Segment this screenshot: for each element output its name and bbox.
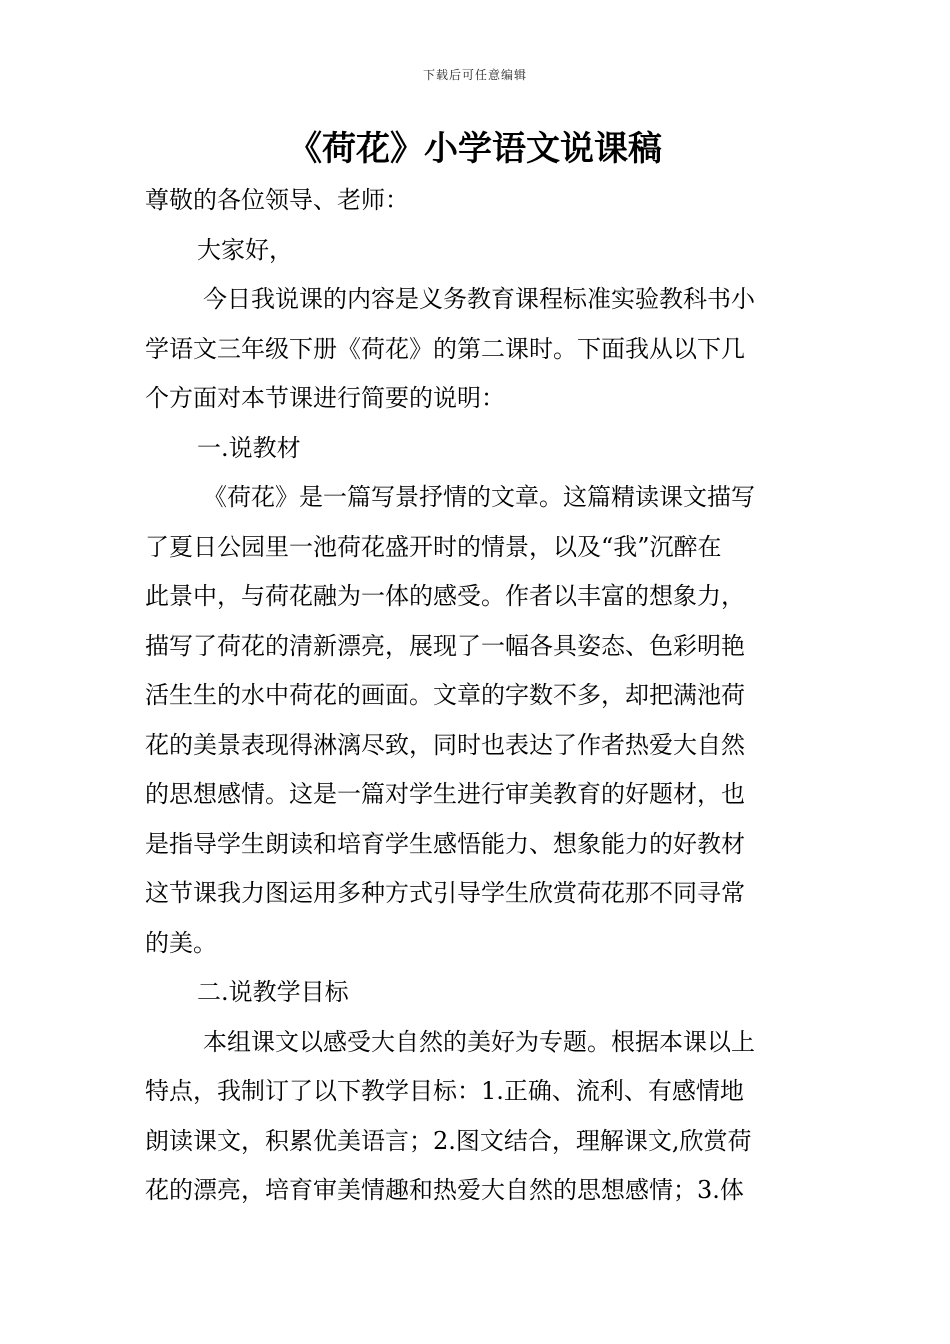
paragraph-line: 个方面对本节课进行简要的说明：: [145, 384, 505, 412]
paragraph-line: 描写了荷花的清新漂亮，展现了一幅各具姿态、色彩明艳: [145, 631, 745, 660]
paragraph-line: 活生生的水中荷花的画面。文章的字数不多，却把满池荷: [145, 681, 745, 709]
paragraph-line: 此景中，与荷花融为一体的感受。作者以丰富的想象力，: [145, 582, 745, 610]
paragraph-line: 朗读课文，积累优美语言；2.图文结合，理解课文,欣赏荷: [145, 1126, 752, 1155]
paragraph-line: 的美。: [145, 928, 217, 957]
paragraph-line: 本组课文以感受大自然的美好为专题。根据本课以上: [203, 1027, 755, 1056]
paragraph-line: 学语文三年级下册《荷花》的第二课时。下面我从以下几: [145, 334, 745, 363]
document-body: [145, 176, 810, 1216]
paragraph-line: 的思想感情。这是一篇对学生进行审美教育的好题材，也: [145, 780, 745, 808]
section-heading-textbook: 一.说教材: [197, 433, 301, 462]
paragraph-line: 了夏日公园里一池荷花盛开时的情景，以及“我”沉醉在: [145, 532, 722, 561]
paragraph-line: 花的漂亮，培育审美情趣和热爱大自然的思想感情；3.体: [145, 1176, 744, 1204]
salutation-line: 尊敬的各位领导、老师：: [145, 186, 409, 214]
section-heading-objectives: 二.说教学目标: [197, 978, 349, 1006]
paragraph-line: 是指导学生朗读和培育学生感悟能力、想象能力的好教材: [145, 829, 745, 858]
paragraph-line: 今日我说课的内容是义务教育课程标准实验教科书小: [203, 285, 755, 313]
greeting-line: 大家好，: [197, 235, 293, 264]
document-title: 《荷花》小学语文说课稿: [288, 129, 662, 169]
paragraph-line: 《荷花》是一篇写景抒情的文章。这篇精读课文描写: [203, 483, 755, 511]
paragraph-line: 特点，我制订了以下教学目标：1.正确、流利、有感情地: [145, 1077, 744, 1105]
header-note: 下载后可任意编辑: [422, 68, 527, 82]
paragraph-line: 这节课我力图运用多种方式引导学生欣赏荷花那不同寻常: [145, 879, 745, 907]
paragraph-line: 花的美景表现得淋漓尽致，同时也表达了作者热爱大自然: [145, 730, 745, 759]
